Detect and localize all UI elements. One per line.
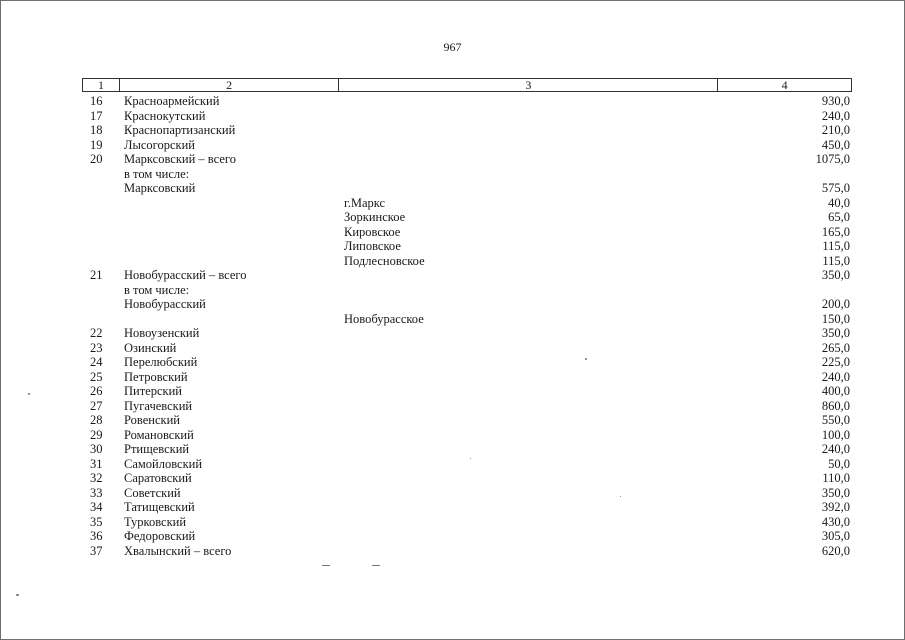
amount-value: 165,0 <box>821 224 850 239</box>
row-number: 28 <box>90 413 103 427</box>
amount-value: 40,0 <box>828 195 850 210</box>
district-name: Краснопартизанский <box>124 123 236 137</box>
district-name: Турковский <box>124 514 187 529</box>
table-body <box>82 94 852 558</box>
scan-speck <box>620 496 621 497</box>
row-number: 25 <box>90 369 103 384</box>
amount-value: 265,0 <box>821 340 850 355</box>
amount-value: 575,0 <box>821 181 850 195</box>
row-number: 22 <box>90 326 103 340</box>
district-name: Перелюбский <box>124 355 198 369</box>
district-name: Питерский <box>124 384 182 398</box>
row-number: 33 <box>90 485 103 500</box>
table-row <box>82 428 852 443</box>
amount-value: 860,0 <box>821 398 850 413</box>
district-name: Марксовский – всего <box>124 152 236 166</box>
scan-speck <box>372 565 380 566</box>
table-row <box>82 254 852 269</box>
row-number: 27 <box>90 398 103 413</box>
row-number: 19 <box>90 137 103 152</box>
table-row <box>82 326 852 341</box>
table-row <box>82 529 852 544</box>
amount-value: 240,0 <box>821 442 850 456</box>
scan-speck <box>585 358 587 360</box>
table-row <box>82 123 852 138</box>
amount-value: 305,0 <box>821 529 850 543</box>
amount-value: 65,0 <box>828 210 850 224</box>
table-row <box>82 544 852 559</box>
scan-speck <box>28 393 30 395</box>
row-number: 30 <box>90 442 103 456</box>
district-name: Ртищевский <box>124 442 190 456</box>
settlement-name: г.Маркс <box>344 195 386 210</box>
district-name: Советский <box>124 485 181 500</box>
district-name: Татищевский <box>124 500 195 514</box>
settlement-name: Липовское <box>344 239 401 253</box>
row-number: 21 <box>90 268 103 282</box>
settlement-name: Зоркинское <box>344 210 406 224</box>
table-row <box>82 152 852 167</box>
header-col-4: 4 <box>781 78 788 92</box>
amount-value: 1075,0 <box>815 152 850 166</box>
amount-value: 240,0 <box>821 108 850 123</box>
row-number: 20 <box>90 152 103 166</box>
district-name: Петровский <box>124 369 188 384</box>
row-number: 34 <box>90 500 103 514</box>
district-name: в том числе: <box>124 282 190 297</box>
amount-value: 240,0 <box>821 369 850 384</box>
table-row <box>82 471 852 486</box>
table-row <box>82 355 852 370</box>
table-row <box>82 225 852 240</box>
settlement-name: Новобурасское <box>344 311 424 326</box>
row-number: 35 <box>90 514 103 529</box>
row-number: 36 <box>90 529 103 543</box>
amount-value: 392,0 <box>821 500 850 514</box>
district-name: Лысогорский <box>124 137 195 152</box>
table-row <box>82 297 852 312</box>
table-row <box>82 268 852 283</box>
table-row <box>82 515 852 530</box>
scan-speck <box>16 594 19 596</box>
row-number: 29 <box>90 427 103 442</box>
page-number: 967 <box>443 40 462 54</box>
scan-speck <box>322 565 330 566</box>
table-row <box>82 399 852 414</box>
table-row <box>82 486 852 501</box>
amount-value: 350,0 <box>821 268 850 282</box>
table-row <box>82 181 852 196</box>
district-name: Самойловский <box>124 456 203 471</box>
header-col-2: 2 <box>120 79 339 91</box>
district-name: Марксовский <box>124 181 196 195</box>
district-name: Федоровский <box>124 529 196 543</box>
table-row <box>82 384 852 399</box>
row-number: 26 <box>90 384 103 398</box>
settlement-name: Подлесновское <box>344 253 425 268</box>
table-row <box>82 210 852 225</box>
table-row <box>82 109 852 124</box>
amount-value: 50,0 <box>828 456 850 471</box>
table-row <box>82 500 852 515</box>
district-name: Новобурасский – всего <box>124 268 247 282</box>
amount-value: 150,0 <box>821 311 850 326</box>
amount-value: 200,0 <box>821 297 850 311</box>
table-row <box>82 196 852 211</box>
table-row <box>82 94 852 109</box>
row-number: 17 <box>90 108 103 123</box>
row-number: 31 <box>90 456 103 471</box>
district-name: Пугачевский <box>124 398 193 413</box>
amount-value: 115,0 <box>822 253 850 268</box>
amount-value: 430,0 <box>821 514 850 529</box>
row-number: 23 <box>90 340 103 355</box>
table-row <box>82 341 852 356</box>
district-name: Новоузенский <box>124 326 200 340</box>
district-name: Озинский <box>124 340 177 355</box>
amount-value: 930,0 <box>821 94 850 108</box>
table-row <box>82 370 852 385</box>
table-row <box>82 413 852 428</box>
district-name: Красноармейский <box>124 94 220 108</box>
amount-value: 115,0 <box>822 239 850 253</box>
amount-value: 550,0 <box>821 413 850 427</box>
amount-value: 450,0 <box>821 137 850 152</box>
district-name: Романовский <box>124 427 194 442</box>
header-col-3: 3 <box>339 79 718 91</box>
row-number: 16 <box>90 94 103 108</box>
table-row <box>82 312 852 327</box>
table-row <box>82 283 852 298</box>
district-name: Ровенский <box>124 413 180 427</box>
amount-value: 350,0 <box>821 326 850 340</box>
district-name: Новобурасский <box>124 297 206 311</box>
settlement-name: Кировское <box>344 224 401 239</box>
district-name: в том числе: <box>124 166 190 181</box>
amount-value: 400,0 <box>821 384 850 398</box>
table-row <box>82 239 852 254</box>
row-number: 32 <box>90 471 103 485</box>
row-number: 18 <box>90 123 103 137</box>
table-header-row <box>82 78 852 92</box>
amount-value: 110,0 <box>822 471 850 485</box>
district-name: Краснокутский <box>124 108 206 123</box>
amount-value: 210,0 <box>821 123 850 137</box>
amount-value: 225,0 <box>821 355 850 369</box>
table-row <box>82 442 852 457</box>
district-name: Хвалынский – всего <box>124 543 232 558</box>
table-row <box>82 167 852 182</box>
table-row <box>82 138 852 153</box>
row-number: 37 <box>90 543 103 558</box>
district-name: Саратовский <box>124 471 192 485</box>
scan-speck <box>470 458 471 459</box>
header-col-1: 1 <box>83 79 120 91</box>
amount-value: 100,0 <box>821 427 850 442</box>
amount-value: 620,0 <box>821 543 850 558</box>
table-row <box>82 457 852 472</box>
amount-value: 350,0 <box>821 485 850 500</box>
row-number: 24 <box>90 355 103 369</box>
